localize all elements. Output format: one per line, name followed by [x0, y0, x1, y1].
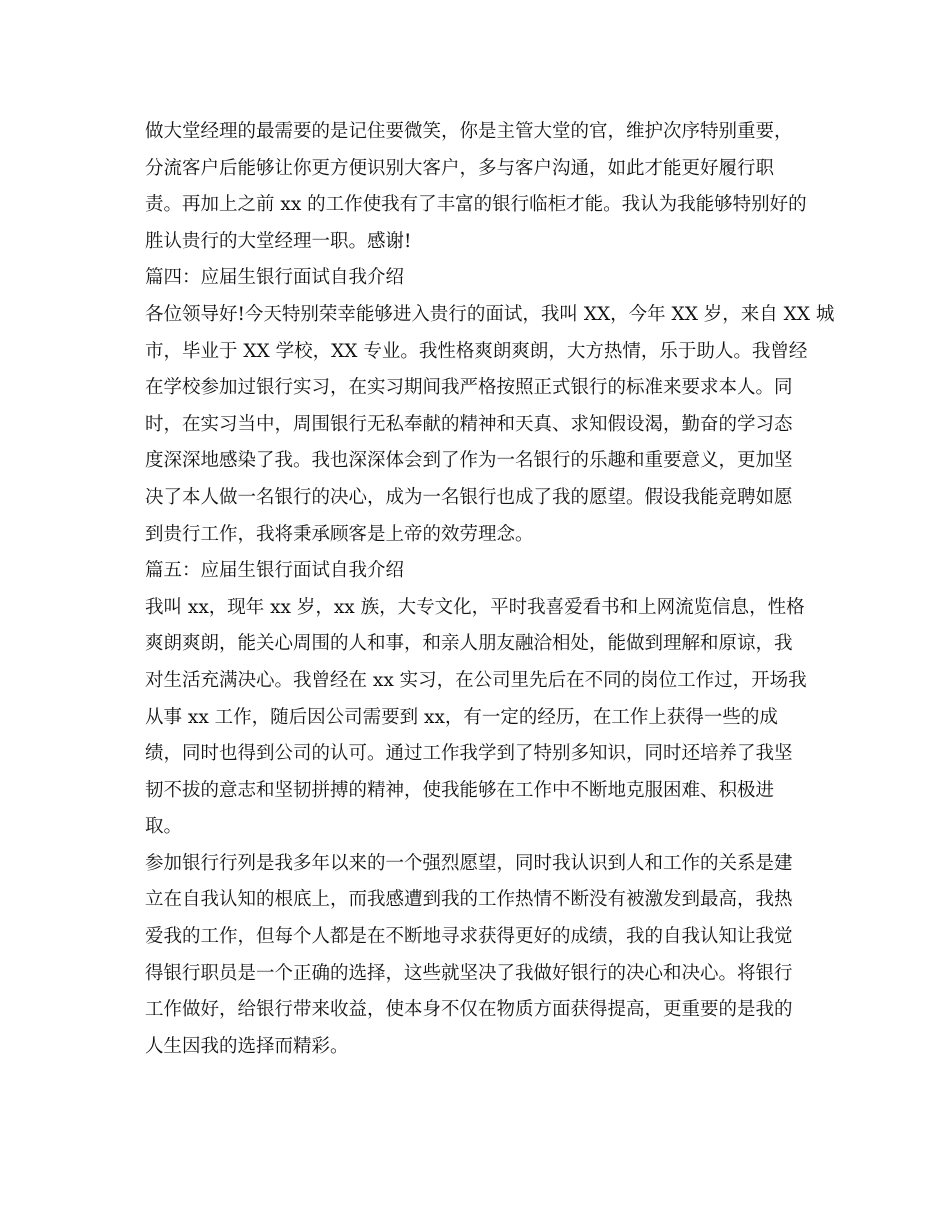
text-line: 爽朗爽朗，能关心周围的人和事，和亲人朋友融洽相处，能做到理解和原谅，我: [145, 633, 793, 655]
text-line: 韧不拔的意志和坚韧拼搏的精神，使我能够在工作中不断地克服困难、积极进: [145, 779, 775, 801]
text-line: 胜认贵行的大堂经理一职。感谢!: [145, 230, 412, 252]
text-line: 工作做好，给银行带来收益，使本身不仅在物质方面获得提高，更重要的是我的: [145, 999, 793, 1021]
text-line: 绩，同时也得到公司的认可。通过工作我学到了特别多知识，同时还培养了我坚: [145, 743, 793, 765]
text-line: 在学校参加过银行实习，在实习期间我严格按照正式银行的标准来要求本人。同: [145, 377, 793, 399]
text-line: 立在自我认知的根底上，而我感遭到我的工作热情不断没有被激发到最高，我热: [145, 889, 793, 911]
section-heading: 篇四：应届生银行面试自我介绍: [145, 267, 405, 289]
text-line: 取。: [145, 816, 183, 838]
text-line: 爱我的工作，但每个人都是在不断地寻求获得更好的成绩，我的自我认知让我觉: [145, 926, 793, 948]
text-line: 决了本人做一名银行的决心，成为一名银行也成了我的愿望。假设我能竞聘如愿: [145, 486, 793, 508]
text-line: 各位领导好!今天特别荣幸能够进入贵行的面试，我叫 XX，今年 XX 岁，来自 XX 城: [145, 303, 835, 325]
text-line: 人生因我的选择而精彩。: [145, 1035, 349, 1057]
text-line: 从事 xx 工作，随后因公司需要到 xx，有一定的经历，在工作上获得一些的成: [145, 706, 778, 728]
section-heading: 篇五：应届生银行面试自我介绍: [145, 560, 405, 582]
text-line: 分流客户后能够让你更方便识别大客户，多与客户沟通，如此才能更好履行职: [145, 157, 775, 179]
text-line: 度深深地感染了我。我也深深体会到了作为一名银行的乐趣和重要意义，更加坚: [145, 450, 793, 472]
text-line: 参加银行行列是我多年以来的一个强烈愿望，同时我认识到人和工作的关系是建: [145, 852, 793, 874]
text-line: 做大堂经理的最需要的是记住要微笑，你是主管大堂的官，维护次序特别重要，: [145, 121, 793, 142]
document-body: [145, 114, 835, 1065]
text-line: 到贵行工作，我将秉承顾客是上帝的效劳理念。: [145, 523, 534, 545]
text-line: 我叫 xx，现年 xx 岁，xx 族，大专文化，平时我喜爱看书和上网流览信息，性格: [145, 596, 805, 618]
text-line: 对生活充满决心。我曾经在 xx 实习，在公司里先后在不同的岗位工作过，开场我: [145, 669, 807, 691]
text-line: 得银行职员是一个正确的选择，这些就坚决了我做好银行的决心和决心。将银行: [145, 962, 793, 984]
text-line: 市，毕业于 XX 学校，XX 专业。我性格爽朗爽朗，大方热情，乐于助人。我曾经: [145, 340, 808, 362]
text-line: 责。再加上之前 xx 的工作使我有了丰富的银行临柜才能。我认为我能够特别好的: [145, 194, 807, 216]
text-line: 时，在实习当中，周围银行无私奉献的精神和天真、求知假设渴，勤奋的学习态: [145, 413, 793, 435]
